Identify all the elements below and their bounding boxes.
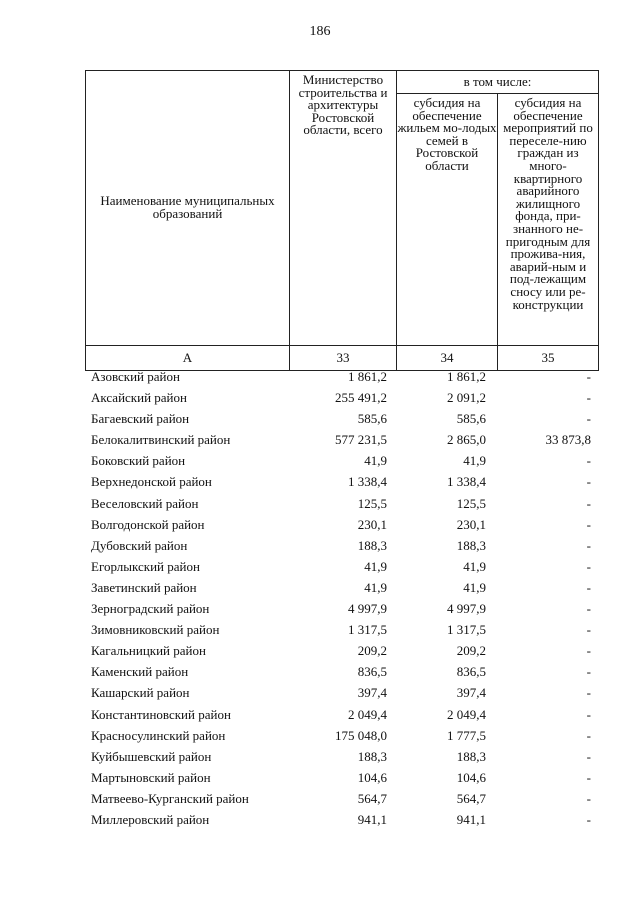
table-row <box>85 471 594 492</box>
district-name: Багаевский район <box>91 411 190 427</box>
header-subsidy-resettlement: субсидия на обеспечение мероприятий по переселе-нию граждан из много-квартирного аварийного жилищного фонда, при-знанного не-пригодным для прожива-ния, аварий-ным и под-лежащим сносу или ре-конструкции <box>498 94 599 346</box>
table-row <box>85 429 594 450</box>
table-row <box>85 577 594 598</box>
district-name: Заветинский район <box>91 579 197 595</box>
value-total: 125,5 <box>357 495 387 511</box>
value-subsidy-young-families: 4 997,9 <box>447 601 486 617</box>
value-total: 1 861,2 <box>348 369 387 384</box>
district-name: Красносулинский район <box>91 727 226 743</box>
value-subsidy-young-families: 188,3 <box>456 537 486 553</box>
header-subsidy-young-families: субсидия на обеспечение жильем мо-лодых семей в Ростовской области <box>397 94 498 346</box>
district-name: Каменский район <box>91 664 189 680</box>
value-subsidy-resettlement: - <box>586 411 591 427</box>
value-total: 41,9 <box>364 558 387 574</box>
value-subsidy-young-families: 2 091,2 <box>447 390 486 406</box>
table-row <box>85 535 594 556</box>
table-row <box>85 387 594 408</box>
district-name: Дубовский район <box>91 537 188 553</box>
table-row <box>85 408 594 429</box>
district-name: Зерноградский район <box>91 601 210 617</box>
value-subsidy-young-families: 836,5 <box>456 664 486 680</box>
value-total: 104,6 <box>357 769 387 785</box>
value-total: 1 317,5 <box>348 622 387 638</box>
value-total: 836,5 <box>357 664 387 680</box>
table-row <box>85 682 594 703</box>
value-subsidy-resettlement: - <box>586 495 591 511</box>
value-subsidy-resettlement: - <box>586 706 591 722</box>
district-name: Белокалитвинский район <box>91 432 231 448</box>
header-total-column: Министерство строительства и архитектуры Ростовской области, всего <box>290 71 397 346</box>
table-row <box>85 661 594 682</box>
value-subsidy-young-families: 585,6 <box>456 411 486 427</box>
district-name: Миллеровский район <box>91 811 210 827</box>
table-row <box>85 767 594 788</box>
value-total: 2 049,4 <box>348 706 387 722</box>
value-subsidy-young-families: 2 865,0 <box>447 432 486 448</box>
index-a: А <box>86 346 290 371</box>
table-row <box>85 788 594 809</box>
value-total: 1 338,4 <box>348 474 387 490</box>
value-subsidy-young-families: 104,6 <box>456 769 486 785</box>
table-row <box>85 556 594 577</box>
value-subsidy-resettlement: 33 873,8 <box>545 432 591 448</box>
district-name: Кашарский район <box>91 685 190 701</box>
district-name: Боковский район <box>91 453 186 469</box>
value-subsidy-young-families: 564,7 <box>456 790 486 806</box>
district-name: Константиновский район <box>91 706 231 722</box>
value-subsidy-young-families: 1 338,4 <box>447 474 486 490</box>
table-body <box>85 366 594 830</box>
value-total: 564,7 <box>357 790 387 806</box>
value-subsidy-resettlement: - <box>586 369 591 384</box>
value-total: 41,9 <box>364 453 387 469</box>
index-35: 35 <box>498 346 599 371</box>
value-subsidy-resettlement: - <box>586 748 591 764</box>
value-total: 188,3 <box>357 537 387 553</box>
value-subsidy-young-families: 1 317,5 <box>447 622 486 638</box>
value-subsidy-resettlement: - <box>586 811 591 827</box>
value-total: 255 491,2 <box>335 390 387 406</box>
value-total: 209,2 <box>357 643 387 659</box>
table-row <box>85 598 594 619</box>
district-name: Егорлыкский район <box>91 558 200 574</box>
table-row <box>85 746 594 767</box>
value-subsidy-resettlement: - <box>586 727 591 743</box>
table-header <box>85 70 599 371</box>
value-subsidy-young-families: 230,1 <box>456 516 486 532</box>
value-total: 175 048,0 <box>335 727 387 743</box>
value-subsidy-resettlement: - <box>586 453 591 469</box>
value-subsidy-young-families: 188,3 <box>456 748 486 764</box>
district-name: Зимовниковский район <box>91 622 220 638</box>
index-34: 34 <box>397 346 498 371</box>
value-total: 941,1 <box>357 811 387 827</box>
value-total: 4 997,9 <box>348 601 387 617</box>
value-subsidy-resettlement: - <box>586 516 591 532</box>
district-name: Кагальницкий район <box>91 643 206 659</box>
value-subsidy-resettlement: - <box>586 769 591 785</box>
value-subsidy-young-families: 41,9 <box>463 453 486 469</box>
value-subsidy-young-families: 125,5 <box>456 495 486 511</box>
value-subsidy-young-families: 1 777,5 <box>447 727 486 743</box>
value-subsidy-young-families: 1 861,2 <box>447 369 486 384</box>
table-row <box>85 809 594 830</box>
table-row <box>85 725 594 746</box>
value-total: 577 231,5 <box>335 432 387 448</box>
value-total: 188,3 <box>357 748 387 764</box>
table-row <box>85 619 594 640</box>
value-subsidy-young-families: 941,1 <box>456 811 486 827</box>
district-name: Куйбышевский район <box>91 748 212 764</box>
district-name: Мартыновский район <box>91 769 211 785</box>
table-row <box>85 640 594 661</box>
index-33: 33 <box>290 346 397 371</box>
header-including: в том числе: <box>397 71 599 94</box>
value-subsidy-resettlement: - <box>586 622 591 638</box>
district-name: Волгодонской район <box>91 516 205 532</box>
value-subsidy-young-families: 41,9 <box>463 579 486 595</box>
value-subsidy-young-families: 209,2 <box>456 643 486 659</box>
value-total: 41,9 <box>364 579 387 595</box>
value-total: 397,4 <box>357 685 387 701</box>
value-subsidy-resettlement: - <box>586 790 591 806</box>
value-subsidy-resettlement: - <box>586 643 591 659</box>
value-subsidy-resettlement: - <box>586 579 591 595</box>
district-name: Азовский район <box>91 369 180 384</box>
value-subsidy-young-families: 2 049,4 <box>447 706 486 722</box>
header-name-column: Наименование муниципальных образований <box>86 71 290 346</box>
district-name: Аксайский район <box>91 390 187 406</box>
value-subsidy-resettlement: - <box>586 685 591 701</box>
district-name: Матвеево-Курганский район <box>91 790 249 806</box>
table-row <box>85 514 594 535</box>
table-row <box>85 366 594 387</box>
value-subsidy-young-families: 41,9 <box>463 558 486 574</box>
value-subsidy-young-families: 397,4 <box>456 685 486 701</box>
table-row <box>85 493 594 514</box>
value-subsidy-resettlement: - <box>586 664 591 680</box>
page-number: 186 <box>309 24 331 39</box>
district-name: Веселовский район <box>91 495 199 511</box>
table-row <box>85 450 594 471</box>
value-subsidy-resettlement: - <box>586 390 591 406</box>
district-name: Верхнедонской район <box>91 474 212 490</box>
value-subsidy-resettlement: - <box>586 558 591 574</box>
value-subsidy-resettlement: - <box>586 601 591 617</box>
value-total: 585,6 <box>357 411 387 427</box>
value-subsidy-resettlement: - <box>586 537 591 553</box>
value-total: 230,1 <box>357 516 387 532</box>
table-row <box>85 704 594 725</box>
value-subsidy-resettlement: - <box>586 474 591 490</box>
